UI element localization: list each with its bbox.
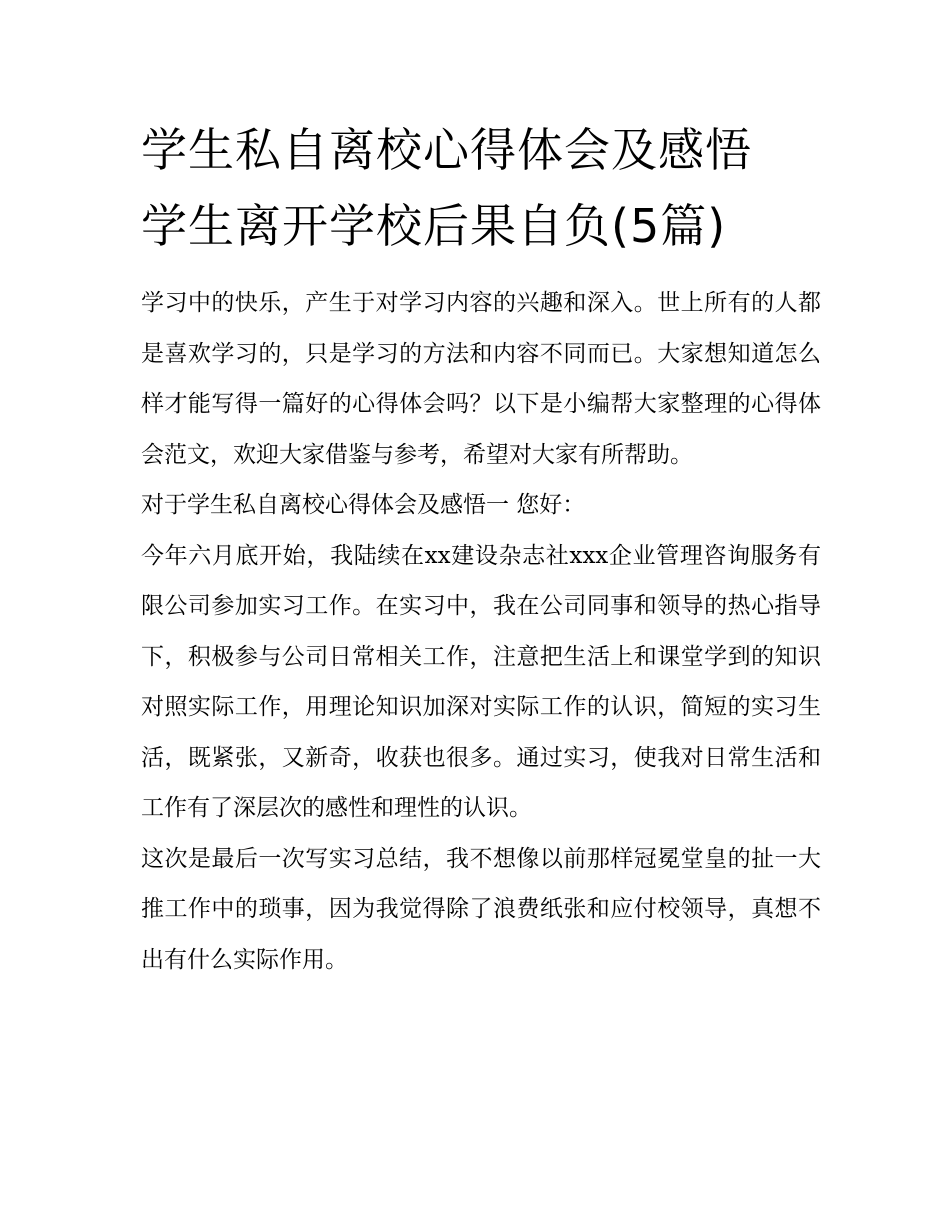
section-heading-paragraph: 对于学生私自离校心得体会及感悟一 您好： xyxy=(141,492,586,518)
document-page xyxy=(141,112,821,985)
body-paragraph: 今年六月底开始，我陆续在xx建设杂志社xxx企业管理咨询服务有限公司参加实习工作。在实习中，我在公司同事和领导的热心指导下，积极参与公司日常相关工作，注意把生活上和课堂学到的知识对照实际工作，用理论知识加深对实际工作的认识，简短的实习生活，既紧张，又新奇，收获也很多。通过实习，使我对日常生活和工作有了深层次的感性和理性的认识。 xyxy=(141,542,821,821)
document-title: 学生私自离校心得体会及感悟 学生离开学校后果自负(5篇) xyxy=(141,123,752,253)
intro-paragraph: 学习中的快乐，产生于对学习内容的兴趣和深入。世上所有的人都是喜欢学习的，只是学习的方法和内容不同而已。大家想知道怎么样才能写得一篇好的心得体会吗？以下是小编帮大家整理的心得体会范文，欢迎大家借鉴与参考，希望对大家有所帮助。 xyxy=(141,290,821,468)
body-paragraph: 这次是最后一次写实习总结，我不想像以前那样冠冕堂皇的扯一大推工作中的琐事，因为我觉得除了浪费纸张和应付校领导，真想不出有什么实际作用。 xyxy=(141,845,821,973)
